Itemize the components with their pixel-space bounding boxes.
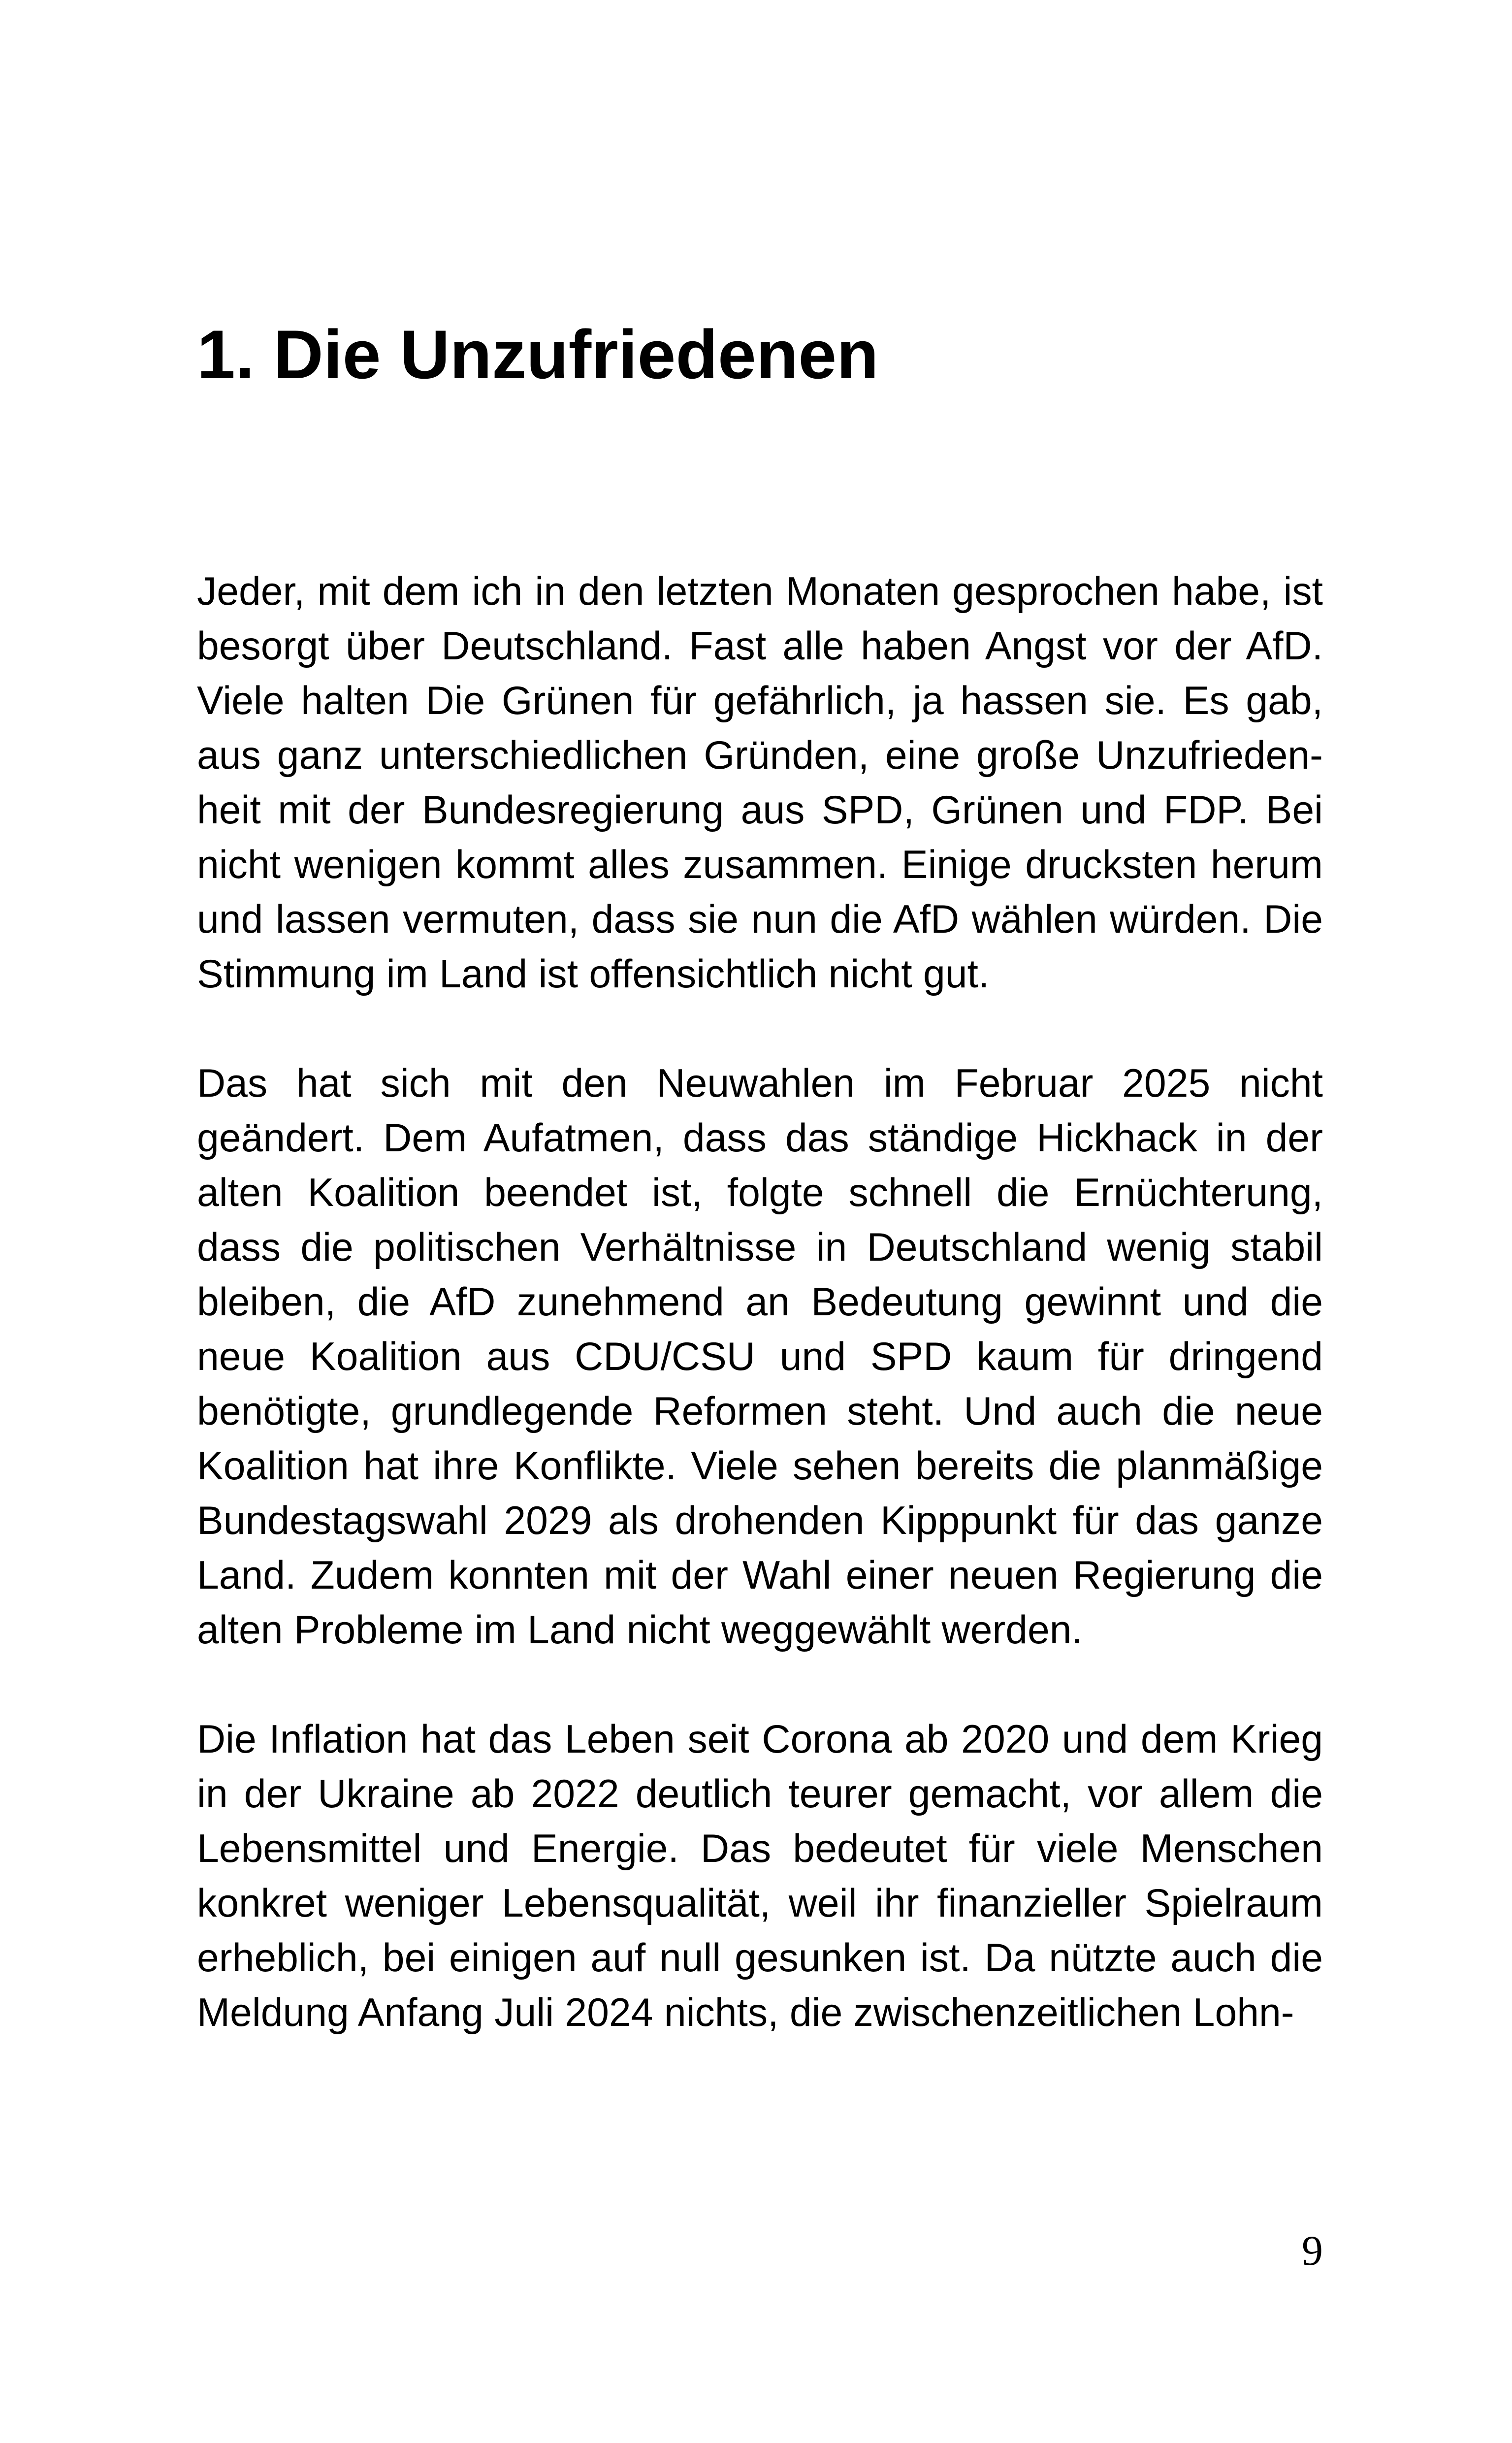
text-line: Bundestagswahl 2029 als drohenden Kipppunkt für das ganze <box>197 1498 1323 1543</box>
text-line: in der Ukraine ab 2022 deutlich teurer gemacht, vor allem die <box>197 1772 1323 1816</box>
text-line: heit mit der Bundesregierung aus SPD, Grünen und FDP. Bei <box>197 788 1323 832</box>
text-line: bleiben, die AfD zunehmend an Bedeutung gewinnt und die <box>197 1280 1323 1324</box>
paragraph <box>197 564 1323 1002</box>
paragraph <box>197 1712 1323 2040</box>
text-line: Land. Zudem konnten mit der Wahl einer neuen Regierung die <box>197 1553 1323 1597</box>
text-line: aus ganz unterschiedlichen Gründen, eine große Unzufrieden- <box>197 733 1323 778</box>
text-line: benötigte, grundlegende Reformen steht. Und auch die neue <box>197 1389 1323 1433</box>
paragraph <box>197 1056 1323 1658</box>
text-line: Die Inflation hat das Leben seit Corona ab 2020 und dem Krieg <box>197 1717 1323 1761</box>
text-line: neue Koalition aus CDU/CSU und SPD kaum für dringend <box>197 1335 1323 1379</box>
text-line: alten Probleme im Land nicht weggewählt werden. <box>197 1608 1083 1652</box>
text-line: erheblich, bei einigen auf null gesunken ist. Da nützte auch die <box>197 1936 1323 1980</box>
text-line: geändert. Dem Aufatmen, dass das ständige Hickhack in der <box>197 1116 1323 1160</box>
text-line: Meldung Anfang Juli 2024 nichts, die zwischenzeitlichen Lohn- <box>197 1990 1294 2035</box>
text-line: und lassen vermuten, dass sie nun die AfD wählen würden. Die <box>197 897 1323 942</box>
text-line: Lebensmittel und Energie. Das bedeutet für viele Menschen <box>197 1826 1323 1871</box>
text-line: nicht wenigen kommt alles zusammen. Einige drucksten herum <box>197 843 1323 887</box>
text-line: Koalition hat ihre Konflikte. Viele sehen bereits die planmäßige <box>197 1444 1323 1488</box>
text-line: Jeder, mit dem ich in den letzten Monaten gesprochen habe, ist <box>197 569 1323 614</box>
text-line: alten Koalition beendet ist, folgte schnell die Ernüchterung, <box>197 1171 1323 1215</box>
text-line: besorgt über Deutschland. Fast alle haben Angst vor der AfD. <box>197 624 1323 668</box>
body-text <box>197 564 1323 2040</box>
text-line: konkret weniger Lebensqualität, weil ihr finanzieller Spielraum <box>197 1881 1323 1925</box>
text-line: Stimmung im Land ist offensichtlich nicht gut. <box>197 952 990 996</box>
text-line: Viele halten Die Grünen für gefährlich, ja hassen sie. Es gab, <box>197 679 1323 723</box>
chapter-title: 1. Die Unzufriedenen <box>197 316 879 393</box>
text-line: dass die politischen Verhältnisse in Deutschland wenig stabil <box>197 1225 1323 1270</box>
page-number: 9 <box>1302 2227 1323 2274</box>
text-line: Das hat sich mit den Neuwahlen im Februar 2025 nicht <box>197 1061 1323 1106</box>
